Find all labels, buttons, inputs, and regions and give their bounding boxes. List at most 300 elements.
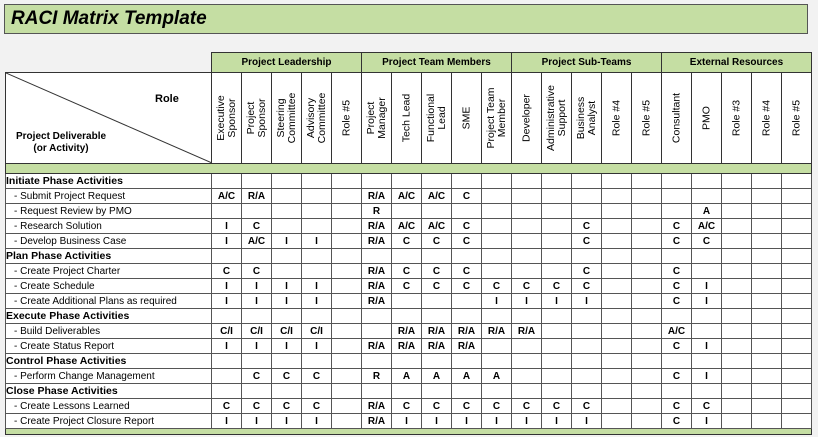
raci-cell[interactable]	[422, 384, 452, 399]
raci-cell[interactable]	[302, 249, 332, 264]
raci-cell[interactable]: C	[662, 294, 692, 309]
raci-cell[interactable]	[332, 384, 362, 399]
raci-cell[interactable]	[512, 309, 542, 324]
task-label[interactable]: - Create Status Report	[6, 339, 212, 354]
raci-cell[interactable]	[782, 264, 812, 279]
raci-cell[interactable]: A	[482, 369, 512, 384]
raci-cell[interactable]: C	[692, 234, 722, 249]
raci-cell[interactable]	[542, 324, 572, 339]
raci-cell[interactable]	[482, 234, 512, 249]
raci-cell[interactable]	[332, 249, 362, 264]
raci-cell[interactable]	[782, 399, 812, 414]
raci-cell[interactable]	[512, 189, 542, 204]
raci-cell[interactable]	[752, 174, 782, 189]
raci-cell[interactable]	[242, 249, 272, 264]
raci-cell[interactable]: I	[482, 414, 512, 429]
raci-cell[interactable]	[362, 324, 392, 339]
raci-cell[interactable]: I	[542, 414, 572, 429]
raci-cell[interactable]: C/I	[272, 324, 302, 339]
raci-cell[interactable]: R/A	[362, 339, 392, 354]
raci-cell[interactable]	[572, 189, 602, 204]
raci-cell[interactable]	[722, 204, 752, 219]
raci-cell[interactable]: C	[392, 399, 422, 414]
raci-cell[interactable]: I	[272, 294, 302, 309]
raci-cell[interactable]	[422, 174, 452, 189]
raci-cell[interactable]	[752, 414, 782, 429]
raci-cell[interactable]	[722, 309, 752, 324]
raci-cell[interactable]: C	[662, 264, 692, 279]
raci-cell[interactable]	[782, 294, 812, 309]
raci-cell[interactable]	[482, 339, 512, 354]
raci-cell[interactable]	[752, 384, 782, 399]
raci-cell[interactable]	[602, 399, 632, 414]
task-label[interactable]: - Create Project Closure Report	[6, 414, 212, 429]
raci-cell[interactable]	[362, 249, 392, 264]
raci-cell[interactable]	[272, 354, 302, 369]
raci-cell[interactable]	[542, 264, 572, 279]
task-label[interactable]: - Develop Business Case	[6, 234, 212, 249]
raci-cell[interactable]	[782, 219, 812, 234]
raci-cell[interactable]: C	[572, 279, 602, 294]
raci-cell[interactable]	[752, 354, 782, 369]
raci-cell[interactable]	[332, 339, 362, 354]
raci-cell[interactable]: A/C	[422, 219, 452, 234]
raci-cell[interactable]	[752, 339, 782, 354]
raci-cell[interactable]: R/A	[362, 234, 392, 249]
raci-cell[interactable]	[482, 249, 512, 264]
raci-cell[interactable]: I	[452, 414, 482, 429]
raci-cell[interactable]: C	[572, 219, 602, 234]
raci-cell[interactable]: C	[512, 279, 542, 294]
raci-cell[interactable]: A	[422, 369, 452, 384]
raci-cell[interactable]: C	[302, 399, 332, 414]
raci-cell[interactable]	[422, 294, 452, 309]
raci-cell[interactable]	[392, 354, 422, 369]
raci-cell[interactable]: R/A	[362, 264, 392, 279]
raci-cell[interactable]	[662, 309, 692, 324]
raci-cell[interactable]: I	[692, 369, 722, 384]
raci-cell[interactable]	[722, 234, 752, 249]
raci-cell[interactable]	[722, 189, 752, 204]
raci-cell[interactable]	[722, 384, 752, 399]
raci-cell[interactable]	[242, 309, 272, 324]
raci-cell[interactable]	[782, 414, 812, 429]
raci-cell[interactable]: C	[242, 369, 272, 384]
raci-cell[interactable]: C	[572, 234, 602, 249]
raci-cell[interactable]	[752, 369, 782, 384]
raci-cell[interactable]: I	[482, 294, 512, 309]
raci-cell[interactable]	[632, 399, 662, 414]
raci-cell[interactable]	[782, 309, 812, 324]
raci-cell[interactable]: A/C	[392, 219, 422, 234]
raci-cell[interactable]: C	[662, 339, 692, 354]
raci-cell[interactable]	[572, 354, 602, 369]
raci-cell[interactable]	[692, 264, 722, 279]
raci-cell[interactable]	[212, 204, 242, 219]
raci-cell[interactable]	[692, 309, 722, 324]
raci-cell[interactable]: R/A	[362, 399, 392, 414]
raci-cell[interactable]	[332, 189, 362, 204]
raci-cell[interactable]: C	[662, 234, 692, 249]
raci-cell[interactable]	[212, 354, 242, 369]
raci-cell[interactable]	[512, 234, 542, 249]
raci-cell[interactable]: I	[302, 339, 332, 354]
raci-cell[interactable]	[542, 249, 572, 264]
raci-cell[interactable]	[632, 219, 662, 234]
raci-cell[interactable]: C	[662, 369, 692, 384]
raci-cell[interactable]	[752, 309, 782, 324]
raci-cell[interactable]: C	[662, 399, 692, 414]
raci-cell[interactable]: C/I	[212, 324, 242, 339]
raci-cell[interactable]	[782, 189, 812, 204]
raci-cell[interactable]	[332, 399, 362, 414]
raci-cell[interactable]	[212, 384, 242, 399]
raci-cell[interactable]: C	[302, 369, 332, 384]
raci-cell[interactable]	[482, 384, 512, 399]
raci-cell[interactable]	[692, 324, 722, 339]
raci-cell[interactable]	[422, 249, 452, 264]
raci-cell[interactable]	[602, 264, 632, 279]
raci-cell[interactable]: C	[512, 399, 542, 414]
raci-cell[interactable]: I	[212, 414, 242, 429]
raci-cell[interactable]	[512, 219, 542, 234]
raci-cell[interactable]	[632, 264, 662, 279]
raci-cell[interactable]: R/A	[422, 324, 452, 339]
raci-cell[interactable]	[482, 219, 512, 234]
raci-cell[interactable]	[632, 174, 662, 189]
raci-cell[interactable]	[272, 189, 302, 204]
raci-cell[interactable]	[272, 264, 302, 279]
raci-cell[interactable]: A/C	[242, 234, 272, 249]
raci-cell[interactable]	[452, 294, 482, 309]
raci-cell[interactable]: R/A	[452, 324, 482, 339]
raci-cell[interactable]: R/A	[362, 189, 392, 204]
raci-cell[interactable]	[782, 174, 812, 189]
raci-cell[interactable]	[272, 309, 302, 324]
raci-cell[interactable]	[782, 279, 812, 294]
raci-cell[interactable]: R/A	[482, 324, 512, 339]
raci-cell[interactable]	[662, 249, 692, 264]
raci-cell[interactable]	[332, 219, 362, 234]
raci-cell[interactable]: I	[302, 414, 332, 429]
raci-cell[interactable]	[662, 189, 692, 204]
raci-cell[interactable]	[482, 264, 512, 279]
raci-cell[interactable]: C/I	[302, 324, 332, 339]
raci-cell[interactable]	[752, 294, 782, 309]
raci-cell[interactable]	[722, 339, 752, 354]
raci-cell[interactable]	[572, 249, 602, 264]
raci-cell[interactable]: I	[242, 279, 272, 294]
raci-cell[interactable]: I	[272, 414, 302, 429]
task-label[interactable]: - Submit Project Request	[6, 189, 212, 204]
raci-cell[interactable]: R/A	[452, 339, 482, 354]
raci-cell[interactable]	[632, 384, 662, 399]
raci-cell[interactable]	[602, 339, 632, 354]
raci-cell[interactable]: I	[692, 414, 722, 429]
raci-cell[interactable]	[602, 189, 632, 204]
raci-cell[interactable]: C	[662, 219, 692, 234]
raci-cell[interactable]	[302, 354, 332, 369]
raci-cell[interactable]	[302, 204, 332, 219]
raci-cell[interactable]	[392, 309, 422, 324]
raci-cell[interactable]	[782, 234, 812, 249]
raci-cell[interactable]	[332, 204, 362, 219]
task-label[interactable]: - Request Review by PMO	[6, 204, 212, 219]
raci-cell[interactable]: C	[452, 219, 482, 234]
raci-cell[interactable]	[332, 369, 362, 384]
raci-cell[interactable]	[512, 354, 542, 369]
raci-cell[interactable]	[632, 309, 662, 324]
raci-cell[interactable]	[452, 354, 482, 369]
raci-cell[interactable]	[572, 369, 602, 384]
phase-label[interactable]: Close Phase Activities	[6, 384, 212, 399]
raci-cell[interactable]: C	[242, 219, 272, 234]
raci-cell[interactable]	[512, 249, 542, 264]
raci-cell[interactable]: C	[692, 399, 722, 414]
raci-cell[interactable]	[482, 189, 512, 204]
raci-cell[interactable]	[632, 189, 662, 204]
raci-cell[interactable]	[212, 309, 242, 324]
raci-cell[interactable]	[512, 369, 542, 384]
raci-cell[interactable]	[752, 204, 782, 219]
raci-cell[interactable]: I	[572, 414, 602, 429]
raci-cell[interactable]	[302, 189, 332, 204]
raci-cell[interactable]: R/A	[392, 339, 422, 354]
raci-cell[interactable]: R/A	[512, 324, 542, 339]
raci-cell[interactable]: C	[452, 399, 482, 414]
raci-cell[interactable]: C	[422, 399, 452, 414]
raci-cell[interactable]: I	[242, 294, 272, 309]
raci-cell[interactable]	[572, 204, 602, 219]
raci-cell[interactable]	[602, 354, 632, 369]
raci-cell[interactable]	[602, 294, 632, 309]
raci-cell[interactable]	[302, 309, 332, 324]
raci-cell[interactable]	[392, 174, 422, 189]
raci-cell[interactable]	[752, 279, 782, 294]
raci-cell[interactable]: I	[692, 294, 722, 309]
raci-cell[interactable]	[752, 324, 782, 339]
task-label[interactable]: - Build Deliverables	[6, 324, 212, 339]
raci-cell[interactable]	[422, 309, 452, 324]
raci-cell[interactable]: C	[572, 399, 602, 414]
raci-cell[interactable]: C	[542, 399, 572, 414]
raci-cell[interactable]	[512, 174, 542, 189]
raci-cell[interactable]	[332, 279, 362, 294]
raci-cell[interactable]	[242, 174, 272, 189]
raci-cell[interactable]	[332, 414, 362, 429]
raci-cell[interactable]	[602, 174, 632, 189]
raci-cell[interactable]: C	[572, 264, 602, 279]
raci-cell[interactable]	[212, 369, 242, 384]
raci-cell[interactable]: C	[422, 234, 452, 249]
raci-cell[interactable]	[662, 384, 692, 399]
raci-cell[interactable]	[782, 354, 812, 369]
raci-cell[interactable]	[602, 384, 632, 399]
raci-cell[interactable]	[392, 294, 422, 309]
raci-cell[interactable]: I	[392, 414, 422, 429]
raci-cell[interactable]: A/C	[692, 219, 722, 234]
raci-cell[interactable]	[752, 219, 782, 234]
raci-cell[interactable]	[722, 354, 752, 369]
raci-cell[interactable]	[212, 249, 242, 264]
raci-cell[interactable]	[482, 174, 512, 189]
raci-cell[interactable]: I	[542, 294, 572, 309]
raci-cell[interactable]: I	[302, 279, 332, 294]
raci-cell[interactable]: A/C	[662, 324, 692, 339]
raci-cell[interactable]: C	[482, 279, 512, 294]
raci-cell[interactable]: C	[662, 414, 692, 429]
raci-cell[interactable]: C	[422, 264, 452, 279]
raci-cell[interactable]: I	[512, 414, 542, 429]
raci-cell[interactable]	[452, 249, 482, 264]
raci-cell[interactable]	[572, 384, 602, 399]
raci-cell[interactable]: C	[452, 264, 482, 279]
raci-cell[interactable]	[542, 174, 572, 189]
raci-cell[interactable]: C	[212, 264, 242, 279]
raci-cell[interactable]	[662, 174, 692, 189]
raci-cell[interactable]	[482, 309, 512, 324]
raci-cell[interactable]: C	[422, 279, 452, 294]
raci-cell[interactable]	[602, 369, 632, 384]
raci-cell[interactable]: C	[242, 399, 272, 414]
task-label[interactable]: - Create Project Charter	[6, 264, 212, 279]
raci-cell[interactable]	[242, 354, 272, 369]
raci-cell[interactable]	[632, 294, 662, 309]
raci-cell[interactable]	[302, 219, 332, 234]
raci-cell[interactable]	[572, 174, 602, 189]
raci-cell[interactable]	[452, 309, 482, 324]
raci-cell[interactable]	[302, 384, 332, 399]
phase-label[interactable]: Initiate Phase Activities	[6, 174, 212, 189]
raci-cell[interactable]	[602, 204, 632, 219]
raci-cell[interactable]	[632, 354, 662, 369]
raci-cell[interactable]	[752, 189, 782, 204]
raci-cell[interactable]: C	[452, 234, 482, 249]
raci-cell[interactable]: I	[302, 234, 332, 249]
raci-cell[interactable]	[362, 384, 392, 399]
task-label[interactable]: - Perform Change Management	[6, 369, 212, 384]
raci-cell[interactable]: C	[452, 279, 482, 294]
raci-cell[interactable]	[632, 279, 662, 294]
raci-cell[interactable]	[782, 204, 812, 219]
raci-cell[interactable]	[722, 414, 752, 429]
raci-cell[interactable]	[722, 264, 752, 279]
raci-cell[interactable]	[602, 309, 632, 324]
raci-cell[interactable]: R/A	[392, 324, 422, 339]
raci-cell[interactable]: I	[692, 279, 722, 294]
raci-cell[interactable]	[542, 204, 572, 219]
raci-cell[interactable]	[722, 324, 752, 339]
raci-cell[interactable]	[512, 264, 542, 279]
raci-cell[interactable]	[722, 219, 752, 234]
raci-cell[interactable]	[632, 324, 662, 339]
raci-cell[interactable]: R/A	[362, 294, 392, 309]
raci-cell[interactable]	[452, 384, 482, 399]
raci-cell[interactable]	[692, 354, 722, 369]
raci-cell[interactable]	[272, 174, 302, 189]
raci-cell[interactable]	[392, 204, 422, 219]
raci-cell[interactable]	[692, 174, 722, 189]
raci-cell[interactable]	[482, 354, 512, 369]
raci-cell[interactable]	[332, 174, 362, 189]
raci-cell[interactable]	[782, 369, 812, 384]
raci-cell[interactable]: A	[692, 204, 722, 219]
raci-cell[interactable]	[452, 174, 482, 189]
task-label[interactable]: - Create Lessons Learned	[6, 399, 212, 414]
raci-cell[interactable]	[332, 309, 362, 324]
task-label[interactable]: - Create Additional Plans as required	[6, 294, 212, 309]
raci-cell[interactable]	[602, 219, 632, 234]
raci-cell[interactable]	[782, 384, 812, 399]
raci-cell[interactable]: R/A	[362, 414, 392, 429]
raci-cell[interactable]: C	[392, 264, 422, 279]
raci-cell[interactable]	[722, 174, 752, 189]
raci-cell[interactable]	[302, 264, 332, 279]
raci-cell[interactable]: C	[272, 369, 302, 384]
raci-cell[interactable]: A/C	[392, 189, 422, 204]
raci-cell[interactable]	[692, 189, 722, 204]
raci-cell[interactable]	[242, 384, 272, 399]
raci-cell[interactable]	[332, 324, 362, 339]
raci-cell[interactable]: I	[272, 279, 302, 294]
raci-cell[interactable]	[422, 204, 452, 219]
raci-cell[interactable]: R/A	[422, 339, 452, 354]
raci-cell[interactable]	[272, 384, 302, 399]
raci-cell[interactable]: A	[452, 369, 482, 384]
raci-cell[interactable]: I	[572, 294, 602, 309]
phase-label[interactable]: Execute Phase Activities	[6, 309, 212, 324]
raci-cell[interactable]: R/A	[362, 279, 392, 294]
raci-cell[interactable]: I	[212, 234, 242, 249]
raci-cell[interactable]	[212, 174, 242, 189]
raci-cell[interactable]	[632, 204, 662, 219]
raci-cell[interactable]: I	[512, 294, 542, 309]
raci-cell[interactable]	[572, 309, 602, 324]
raci-cell[interactable]	[692, 384, 722, 399]
phase-label[interactable]: Control Phase Activities	[6, 354, 212, 369]
raci-cell[interactable]	[332, 354, 362, 369]
raci-cell[interactable]	[722, 399, 752, 414]
raci-cell[interactable]	[782, 324, 812, 339]
raci-cell[interactable]: A/C	[422, 189, 452, 204]
raci-cell[interactable]	[752, 234, 782, 249]
raci-cell[interactable]	[392, 249, 422, 264]
raci-cell[interactable]: C	[272, 399, 302, 414]
raci-cell[interactable]: R/A	[362, 219, 392, 234]
raci-cell[interactable]: I	[212, 219, 242, 234]
raci-cell[interactable]	[752, 249, 782, 264]
raci-cell[interactable]: C	[662, 279, 692, 294]
raci-cell[interactable]	[362, 174, 392, 189]
raci-cell[interactable]	[362, 354, 392, 369]
raci-cell[interactable]	[332, 264, 362, 279]
raci-cell[interactable]	[542, 339, 572, 354]
task-label[interactable]: - Research Solution	[6, 219, 212, 234]
raci-cell[interactable]: I	[242, 414, 272, 429]
raci-cell[interactable]	[332, 234, 362, 249]
phase-label[interactable]: Plan Phase Activities	[6, 249, 212, 264]
raci-cell[interactable]: I	[302, 294, 332, 309]
raci-cell[interactable]	[512, 384, 542, 399]
raci-cell[interactable]	[602, 324, 632, 339]
raci-cell[interactable]	[542, 189, 572, 204]
raci-cell[interactable]	[542, 234, 572, 249]
raci-cell[interactable]	[722, 279, 752, 294]
raci-cell[interactable]: R	[362, 369, 392, 384]
raci-cell[interactable]: C	[452, 189, 482, 204]
raci-cell[interactable]	[662, 354, 692, 369]
raci-cell[interactable]	[272, 249, 302, 264]
